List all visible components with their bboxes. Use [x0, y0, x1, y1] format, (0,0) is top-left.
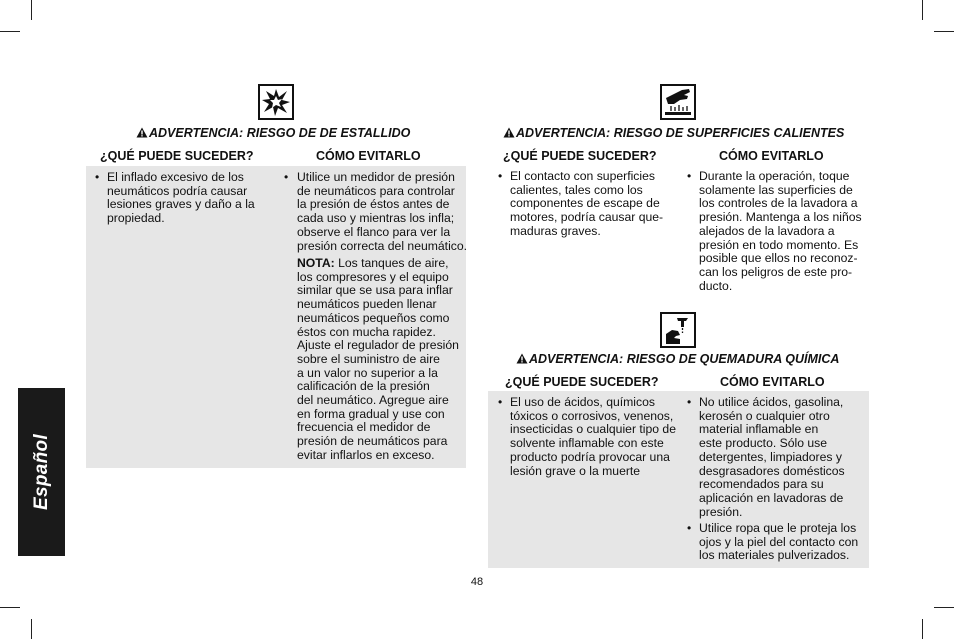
crop-mark: [31, 0, 32, 20]
bullet: •: [498, 169, 503, 183]
bursting-what-text: El inflado excesivo de los neumáticos podría causar lesiones graves y daño a la propiedad.: [107, 170, 255, 226]
bursting-how-text: Utilice un medidor de presión de neumáticos para controlar la presión de éstos antes de cada uso y mientras los infla; observe el flanco para ver la presión correcta del neumático.: [297, 170, 468, 253]
bursting-title-text: ADVERTENCIA: RIESGO DE DE ESTALLIDO: [149, 126, 411, 140]
warning-triangle-icon: [136, 127, 148, 141]
bullet: •: [687, 521, 692, 535]
crop-mark: [0, 31, 20, 32]
chemical-what-text: El uso de ácidos, químicos tóxicos o corrosivos, venenos, insecticidas o cualquier tipo de solvente inflamable con este producto podría provocar una lesión grave o la muerte: [510, 395, 676, 478]
bursting-warning-title: [136, 126, 410, 141]
bursting-col-what: ¿QUÉ PUEDE SUCEDER?: [100, 149, 254, 163]
crop-mark: [922, 0, 923, 20]
chemical-title-text: ADVERTENCIA: RIESGO DE QUEMADURA QUÍMICA: [529, 352, 840, 366]
chemical-how-text-2: Utilice ropa que le proteja los ojos y la piel del contacto con los materiales pulverizados.: [699, 521, 859, 563]
crop-mark: [0, 607, 20, 608]
bullet: •: [687, 169, 692, 183]
bullet: •: [95, 170, 100, 184]
chemical-warning-title: [516, 352, 839, 367]
note-label: NOTA:: [297, 256, 335, 270]
chemical-burn-hand-icon: [660, 312, 696, 348]
hot-surface-hand-icon: [660, 84, 696, 120]
language-tab: [18, 388, 65, 556]
hot-title-text: ADVERTENCIA: RIESGO DE SUPERFICIES CALIENTES: [516, 126, 845, 140]
bullet: •: [498, 395, 503, 409]
crop-mark: [934, 607, 954, 608]
language-tab-label: Español: [30, 433, 52, 511]
hot-warning-title: [503, 126, 844, 141]
hot-col-how: CÓMO EVITARLO: [719, 149, 824, 163]
page-number: 48: [470, 576, 484, 588]
bullet: •: [284, 170, 289, 184]
bursting-note-text: NOTA: Los tanques de aire, los compresores y el equipo similar que se usa para inflar neumáticos pueden llenar neumáticos pequeños como éstos con mucha rapidez. Ajuste el regulador de presión sobre el suministro de aire a un valor no superior a la calificación de la presión del neumático. Agregue aire en forma gradual y use con frecuencia el medidor de presión de neumáticos para evitar inflarlos en exceso.: [297, 256, 459, 462]
crop-mark: [934, 31, 954, 32]
chemical-how-text-1: No utilice ácidos, gasolina, kerosén o cualquier otro material inflamable en este producto. Sólo use detergentes, limpiadores y desgrasadores domésticos recomendados para su aplicación en lavadoras de presión.: [699, 395, 845, 519]
warning-triangle-icon: [503, 127, 515, 141]
hot-col-what: ¿QUÉ PUEDE SUCEDER?: [503, 149, 657, 163]
crop-mark: [31, 619, 32, 639]
bursting-col-how: CÓMO EVITARLO: [316, 149, 421, 163]
bullet: •: [687, 395, 692, 409]
explosion-icon: [258, 84, 294, 120]
chemical-col-what: ¿QUÉ PUEDE SUCEDER?: [505, 375, 659, 389]
hot-how-text: Durante la operación, toque solamente las superficies de los controles de la lavadora a presión. Mantenga a los niños alejados de la lavadora a presión en todo momento. Es posible que ellos no reconoz- can los peligros de este pro- ducto.: [699, 169, 862, 293]
crop-mark: [922, 619, 923, 639]
chemical-col-how: CÓMO EVITARLO: [720, 375, 825, 389]
hot-what-text: El contacto con superficies calientes, tales como los componentes de escape de motores, podría causar que- maduras graves.: [510, 169, 664, 238]
warning-triangle-icon: [516, 353, 528, 367]
